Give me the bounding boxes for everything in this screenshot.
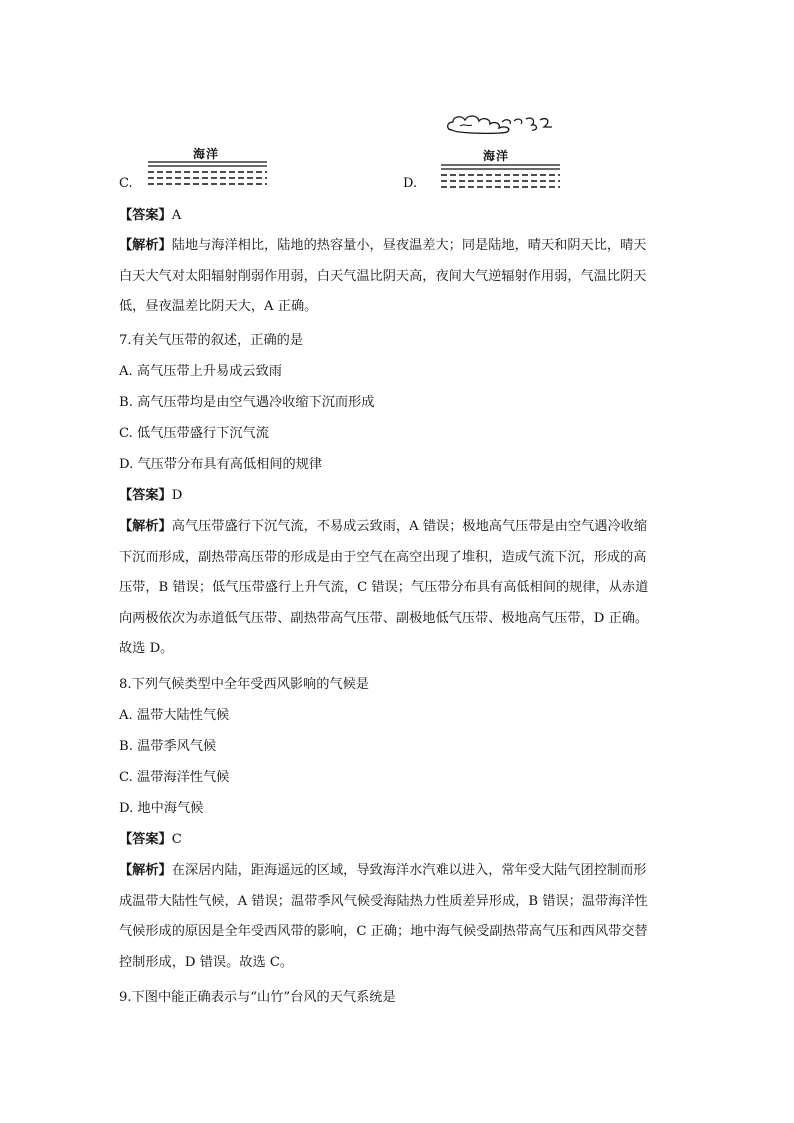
q9-question: 9.下图中能正确表示与“山竹”台风的天气系统是 (119, 990, 396, 1005)
figure-c-sea-label: 海洋 (193, 147, 220, 161)
q8-option-a: A. 温带大陆性气候 (119, 708, 230, 723)
q7-option-d: D. 气压带分布具有高低相间的规律 (119, 457, 323, 472)
answer-value: D (171, 488, 183, 503)
figure-c-sea-lines (147, 160, 269, 188)
analysis-line: 【解析】陆地与海洋相比，陆地的热容量小，昼夜温差大；同是陆地，晴天和阴天比，晴天 (119, 238, 647, 253)
analysis-line: 成温带大陆性气候，A 错误；温带季风气候受海陆热力性质差异形成，B 错误；温带海洋性 (119, 893, 648, 909)
analysis-line: 白天大气对太阳辐射削弱作用弱，白天气温比阴天高，夜间大气逆辐射作用弱，气温比阴天 (119, 268, 647, 284)
analysis-tag: 【解析】 (119, 238, 172, 253)
analysis-line: 故选 D。 (119, 641, 174, 656)
analysis-line: 向两极依次为赤道低气压带、副热带高气压带、副极地低气压带、极地高气压带，D 正确。 (119, 610, 649, 626)
figure-d-sea-label: 海洋 (483, 149, 510, 163)
q6-answer (119, 208, 181, 224)
analysis-line: 压带，B 错误；低气压带盛行上升气流，C 错误；气压带分布具有高低相间的规律，从赤道 (119, 580, 649, 595)
answer-value: A (171, 208, 182, 223)
q7-option-b: B. 高气压带均是由空气遇冷收缩下沉而形成 (119, 395, 375, 410)
option-c-letter: C. (119, 176, 133, 191)
answer-value: C (171, 832, 182, 847)
analysis-tag: 【解析】 (119, 519, 172, 534)
q8-question: 8.下列气候类型中全年受西风影响的气候是 (119, 677, 369, 692)
answer-tag: 【答案】 (119, 488, 172, 503)
analysis-tag: 【解析】 (119, 863, 172, 878)
q8-option-d: D. 地中海气候 (119, 801, 204, 816)
q7-option-c: C. 低气压带盛行下沉气流 (119, 426, 269, 441)
q7-answer (119, 488, 182, 504)
q8-option-c: C. 温带海洋性气候 (119, 770, 230, 785)
q8-analysis (119, 856, 679, 978)
analysis-line: 低，昼夜温差比阴天大，A 正确。 (119, 299, 318, 314)
option-d-letter: D. (403, 176, 418, 191)
q7-analysis (119, 512, 679, 665)
answer-tag: 【答案】 (119, 832, 172, 847)
figure-d-sea-lines (440, 163, 562, 191)
analysis-line: 气候形成的原因是全年受西风带的影响，C 正确；地中海气候受副热带高气压和西风带交替 (119, 924, 648, 939)
q7-question: 7.有关气压带的叙述，正确的是 (119, 333, 304, 348)
q6-analysis (119, 231, 679, 323)
q8-option-b: B. 温带季风气候 (119, 739, 217, 754)
cloud-icon (446, 112, 556, 138)
analysis-line: 【解析】高气压带盛行下沉气流，不易成云致雨，A 错误；极地高气压带是由空气遇冷收缩 (119, 519, 648, 534)
answer-tag: 【答案】 (119, 208, 172, 223)
analysis-line: 控制形成，D 错误。故选 C。 (119, 954, 294, 970)
analysis-line: 【解析】在深居内陆，距海遥远的区域，导致海洋水汽难以进入，常年受大陆气团控制而形 (119, 863, 647, 878)
analysis-line: 下沉而形成，副热带高压带的形成是由于空气在高空出现了堆积，造成气流下沉，形成的高 (119, 549, 647, 565)
q7-option-a: A. 高气压带上升易成云致雨 (119, 364, 282, 379)
q8-answer (119, 832, 182, 848)
